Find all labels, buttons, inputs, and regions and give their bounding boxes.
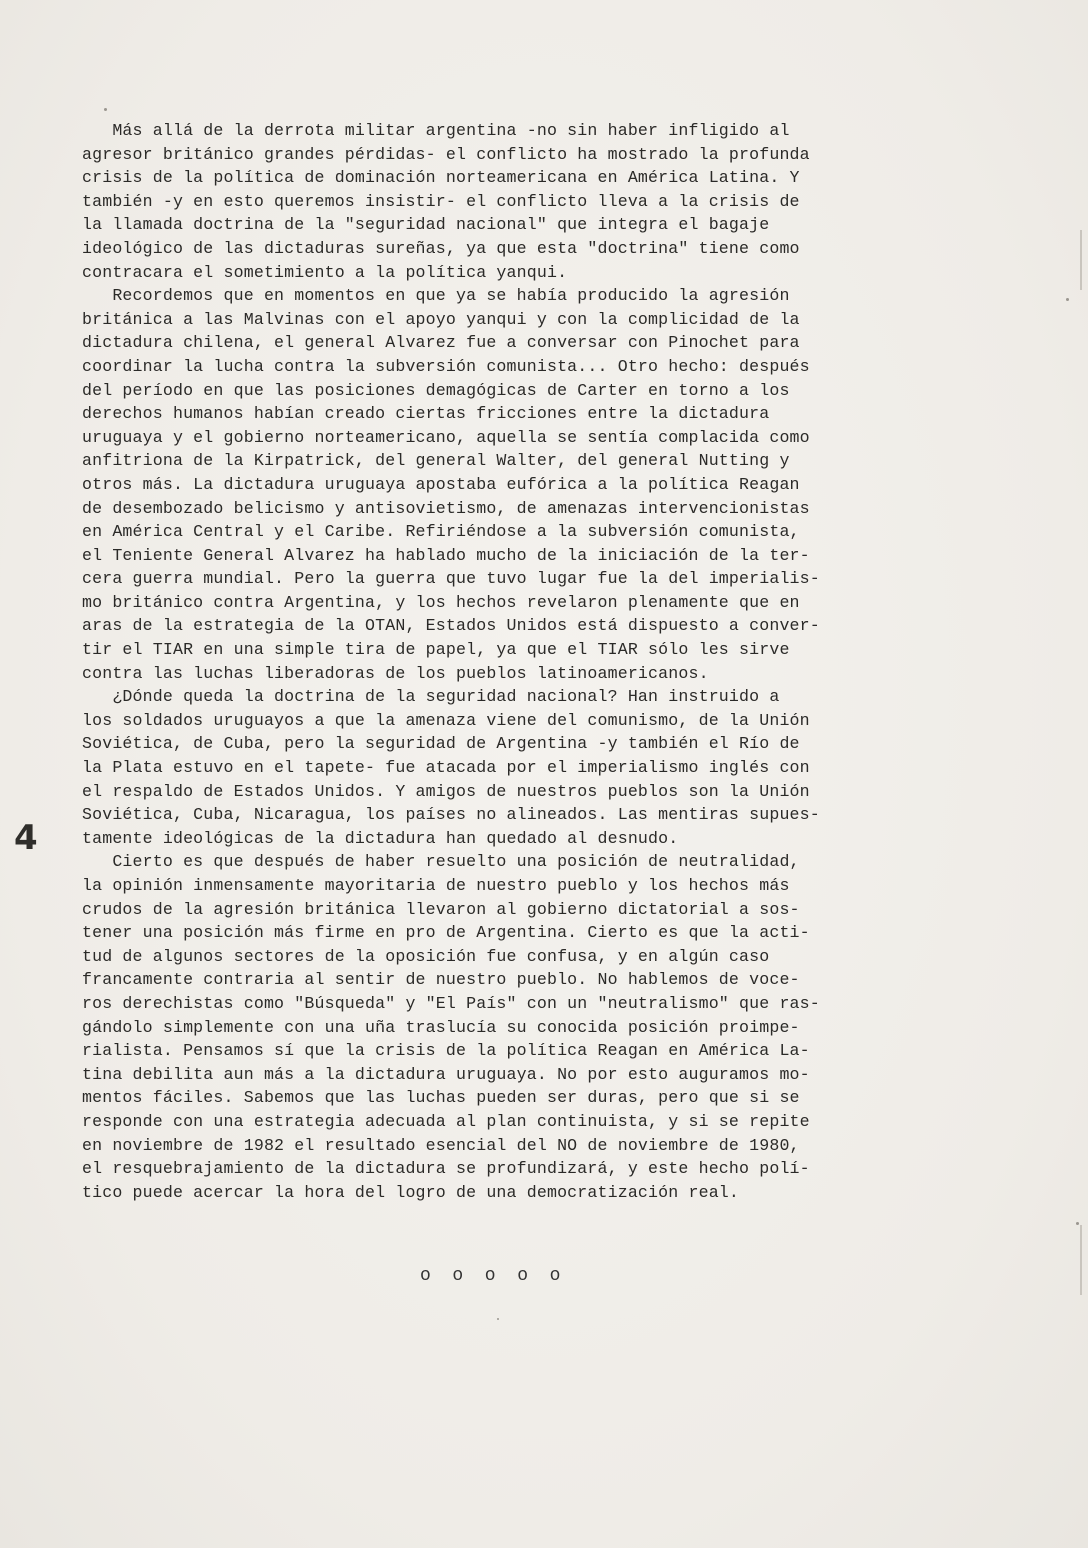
text-line: la llamada doctrina de la "seguridad nacional" que integra el bagaje bbox=[82, 215, 770, 235]
section-separator: o o o o o bbox=[420, 1266, 561, 1286]
text-line: Soviética, Cuba, Nicaragua, los países no alineados. Las mentiras supues- bbox=[82, 805, 820, 825]
text-line: Cierto es que después de haber resuelto una posición de neutralidad, bbox=[82, 852, 800, 872]
text-line: dictadura chilena, el general Alvarez fue a conversar con Pinochet para bbox=[82, 333, 800, 353]
text-line: tener una posición más firme en pro de Argentina. Cierto es que la acti- bbox=[82, 923, 810, 943]
text-line: crudos de la agresión británica llevaron al gobierno dictatorial a sos- bbox=[82, 899, 800, 919]
text-line: uruguaya y el gobierno norteamericano, aquella se sentía complacida como bbox=[82, 427, 810, 447]
text-line: Recordemos que en momentos en que ya se había producido la agresión bbox=[82, 286, 790, 306]
text-line: crisis de la política de dominación norteamericana en América Latina. Y bbox=[82, 168, 800, 188]
text-line: tico puede acercar la hora del logro de una democratización real. bbox=[82, 1182, 740, 1202]
text-line: también -y en esto queremos insistir- el conflicto lleva a la crisis de bbox=[82, 191, 800, 211]
text-line: la Plata estuvo en el tapete- fue atacada por el imperialismo inglés con bbox=[82, 758, 810, 778]
scan-speck bbox=[1066, 298, 1069, 301]
text-line: tina debilita aun más a la dictadura uruguaya. No por esto auguramos mo- bbox=[82, 1064, 810, 1084]
text-line: británica a las Malvinas con el apoyo yanqui y con la complicidad de la bbox=[82, 309, 800, 329]
text-line: contracara el sometimiento a la política yanqui. bbox=[82, 262, 568, 282]
text-line: mo británico contra Argentina, y los hechos revelaron plenamente que en bbox=[82, 592, 800, 612]
scan-speck bbox=[1076, 1222, 1079, 1225]
text-line: agresor británico grandes pérdidas- el conflicto ha mostrado la profunda bbox=[82, 144, 810, 164]
text-line: mentos fáciles. Sabemos que las luchas pueden ser duras, pero que si se bbox=[82, 1088, 800, 1108]
text-line: el respaldo de Estados Unidos. Y amigos de nuestros pueblos son la Unión bbox=[82, 781, 810, 801]
text-line: anfitriona de la Kirpatrick, del general Walter, del general Nutting y bbox=[82, 451, 790, 471]
text-line: el Teniente General Alvarez ha hablado mucho de la iniciación de la ter- bbox=[82, 545, 810, 565]
text-line: gándolo simplemente con una uña traslucía su conocida posición proimpe- bbox=[82, 1017, 800, 1037]
text-line: rialista. Pensamos sí que la crisis de la política Reagan en América La- bbox=[82, 1041, 810, 1061]
text-line: los soldados uruguayos a que la amenaza viene del comunismo, de la Unión bbox=[82, 710, 810, 730]
text-line: en América Central y el Caribe. Refiriéndose a la subversión comunista, bbox=[82, 522, 800, 542]
text-line: tud de algunos sectores de la oposición fue confusa, y en algún caso bbox=[82, 946, 770, 966]
text-line: de desembozado belicismo y antisovietismo, de amenazas intervencionistas bbox=[82, 498, 810, 518]
text-line: tir el TIAR en una simple tira de papel, ya que el TIAR sólo les sirve bbox=[82, 640, 790, 660]
body-text bbox=[82, 119, 982, 1204]
text-line: en noviembre de 1982 el resultado esencial del NO de noviembre de 1980, bbox=[82, 1135, 800, 1155]
text-line: ideológico de las dictaduras sureñas, ya que esta "doctrina" tiene como bbox=[82, 238, 800, 258]
scan-edge-mark bbox=[1080, 230, 1082, 290]
page-number: 4 bbox=[14, 818, 38, 858]
text-line: cera guerra mundial. Pero la guerra que tuvo lugar fue la del imperialis- bbox=[82, 569, 820, 589]
text-line: ros derechistas como "Búsqueda" y "El País" con un "neutralismo" que ras- bbox=[82, 993, 820, 1013]
text-line: francamente contraria al sentir de nuestro pueblo. No hablemos de voce- bbox=[82, 970, 800, 990]
scan-edge-mark bbox=[1080, 1225, 1082, 1295]
text-line: tamente ideológicas de la dictadura han quedado al desnudo. bbox=[82, 828, 679, 848]
text-line: contra las luchas liberadoras de los pueblos latinoamericanos. bbox=[82, 663, 709, 683]
text-line: Soviética, de Cuba, pero la seguridad de Argentina -y también el Río de bbox=[82, 734, 800, 754]
text-line: el resquebrajamiento de la dictadura se profundizará, y este hecho polí- bbox=[82, 1159, 810, 1179]
text-line: responde con una estrategia adecuada al plan continuista, y si se repite bbox=[82, 1111, 810, 1131]
scan-speck bbox=[104, 108, 107, 111]
text-line: ¿Dónde queda la doctrina de la seguridad nacional? Han instruido a bbox=[82, 687, 780, 707]
text-line: la opinión inmensamente mayoritaria de nuestro pueblo y los hechos más bbox=[82, 876, 790, 895]
text-line: derechos humanos habían creado ciertas fricciones entre la dictadura bbox=[82, 404, 770, 424]
scan-speck bbox=[497, 1318, 499, 1320]
text-line: coordinar la lucha contra la subversión comunista... Otro hecho: después bbox=[82, 356, 810, 376]
text-line: aras de la estrategia de la OTAN, Estados Unidos está dispuesto a conver- bbox=[82, 616, 820, 636]
text-line: del período en que las posiciones demagógicas de Carter en torno a los bbox=[82, 380, 790, 400]
text-line: Más allá de la derrota militar argentina -no sin haber infligido al bbox=[82, 121, 790, 140]
text-line: otros más. La dictadura uruguaya apostaba eufórica a la política Reagan bbox=[82, 474, 800, 494]
